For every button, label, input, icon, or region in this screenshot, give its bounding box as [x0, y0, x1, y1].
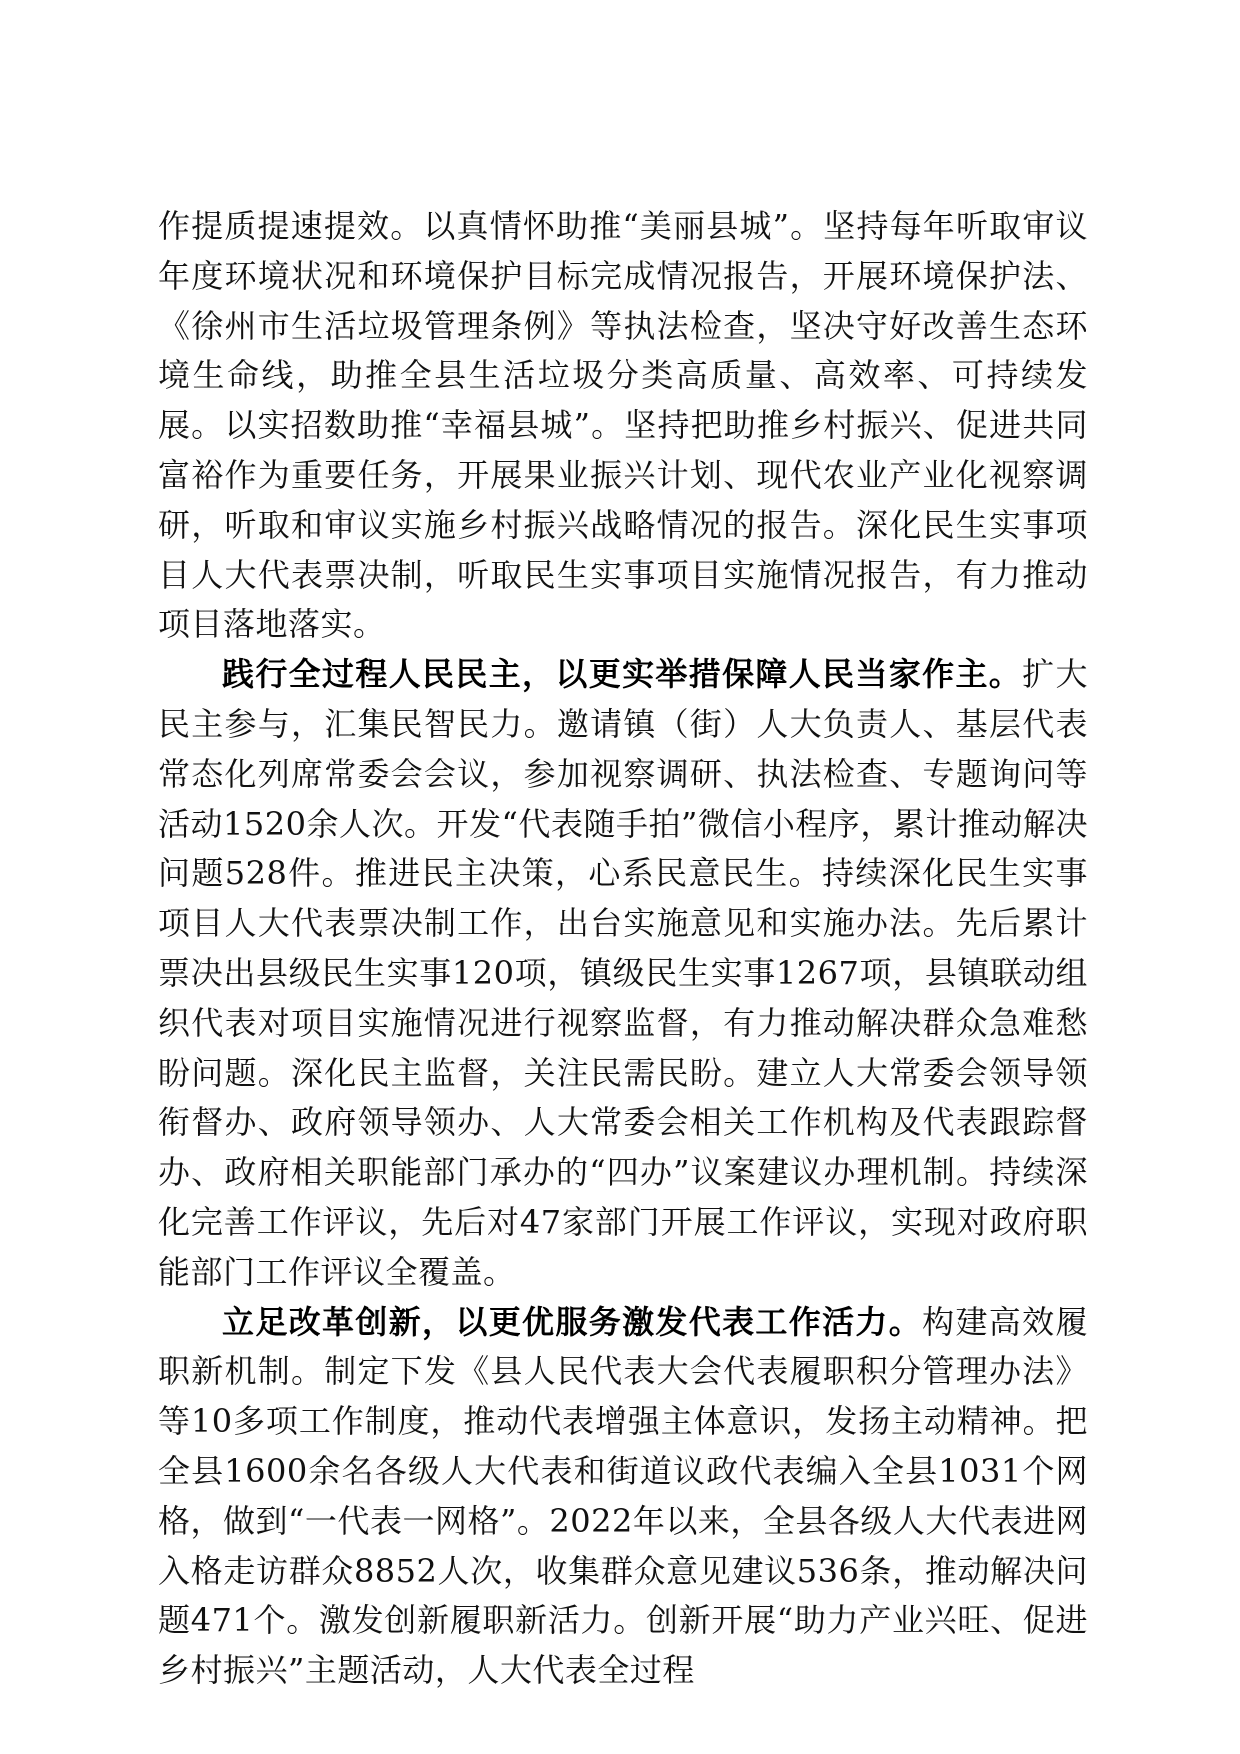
paragraph-reform-innovation [158, 1298, 1088, 1696]
paragraph-continued [158, 202, 1088, 650]
paragraph-people-democracy [158, 650, 1088, 1297]
paragraph-text: 构建高效履职新机制。制定下发《县人民代表大会代表履职积分管理办法》等10多项工作制度，推动代表增强主体意识，发扬主动精神。把全县1600余名各级人大代表和街道议政代表编入全县1031个网格，做到“一代表一网格”。2022年以来，全县各级人大代表进网入格走访群众8852人次，收集群众意见建议536条，推动解决问题471个。激发创新履职新活力。创新开展“助力产业兴旺、促进乡村振兴”主题活动，人大代表全过程 [158, 1302, 1088, 1690]
paragraph-heading: 立足改革创新，以更优服务激发代表工作活力。 [222, 1302, 923, 1341]
paragraph-text: 作提质提速提效。以真情怀助推“美丽县城”。坚持每年听取审议年度环境状况和环境保护目标完成情况报告，开展环境保护法、《徐州市生活垃圾管理条例》等执法检查，坚决守好改善生态环境生命线，助推全县生活垃圾分类高质量、高效率、可持续发展。以实招数助推“幸福县城”。坚持把助推乡村振兴、促进共同富裕作为重要任务，开展果业振兴计划、现代农业产业化视察调研，听取和审议实施乡村振兴战略情况的报告。深化民生实事项目人大代表票决制，听取民生实事项目实施情况报告，有力推动项目落地落实。 [158, 207, 1088, 644]
paragraph-heading: 践行全过程人民民主，以更实举措保障人民当家作主。 [222, 655, 1023, 694]
paragraph-text: 扩大民主参与，汇集民智民力。邀请镇（街）人大负责人、基层代表常态化列席常委会会议，参加视察调研、执法检查、专题询问等活动1520余人次。开发“代表随手拍”微信小程序，累计推动解决问题528件。推进民主决策，心系民意民生。持续深化民生实事项目人大代表票决制工作，出台实施意见和实施办法。先后累计票决出县级民生实事120项，镇级民生实事1267项，县镇联动组织代表对项目实施情况进行视察监督，有力推动解决群众急难愁盼问题。深化民主监督，关注民需民盼。建立人大常委会领导领衔督办、政府领导领办、人大常委会相关工作机构及代表跟踪督办、政府相关职能部门承办的“四办”议案建议办理机制。持续深化完善工作评议，先后对47家部门开展工作评议，实现对政府职能部门工作评议全覆盖。 [158, 655, 1088, 1291]
document-body [158, 202, 1088, 1696]
